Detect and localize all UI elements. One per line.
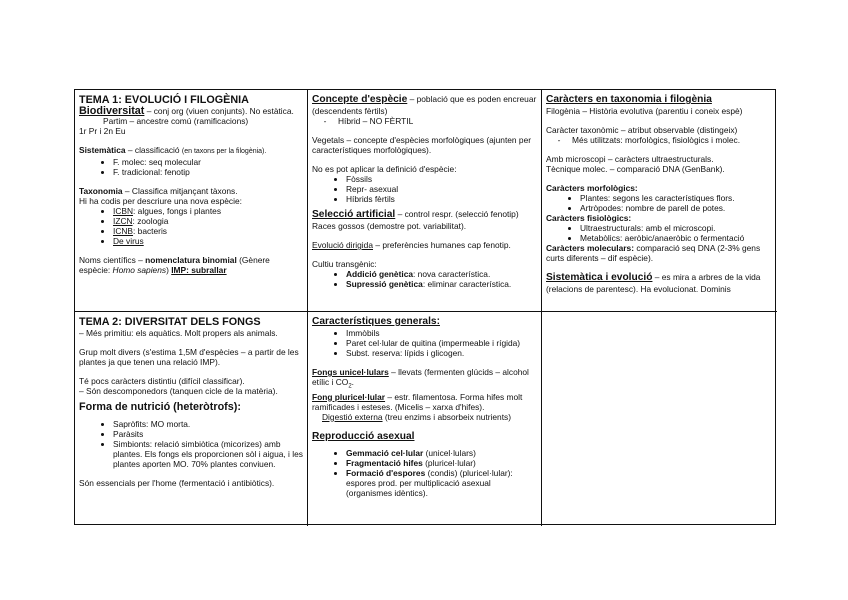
moleculars-def: comparació seq DNA (2-3% gens curts diferents – dif espècie). <box>546 243 761 263</box>
cultiu-desc: : eliminar característica. <box>422 279 512 289</box>
seleccio-def: – control respr. (selecció fenotip) <box>397 209 519 219</box>
list-item: • F. tradicional: fenotip <box>113 167 303 177</box>
list-item <box>346 458 537 468</box>
essencials-line: Són essencials per l'home (fermentació i antibiòtics). <box>79 478 275 488</box>
digestio-def: (treu enzims i absorbeix nutrients) <box>384 411 511 422</box>
biodiversitat-term: Biodiversitat <box>79 105 145 117</box>
cell-tema2 <box>75 312 308 526</box>
code-name: IZCN <box>113 216 133 226</box>
morfologics-title: Caràcters morfològics: <box>546 183 638 193</box>
caracteristiques-title: Característiques generals: <box>312 316 440 327</box>
list-item: • Sapròfits: MO morta. <box>113 419 303 429</box>
sistematica-note: (en taxons per la filogènia). <box>181 148 267 155</box>
forma-nutricio-title: Forma de nutrició (heteròtrofs): <box>79 401 241 413</box>
cell-tema1 <box>75 90 308 312</box>
cell-concepte-especie <box>308 90 542 312</box>
moleculars-title: Caràcters moleculars: <box>546 243 634 253</box>
evolucio-title: Evolució dirigida <box>312 240 373 250</box>
cultiu-label: Supressió genètica <box>346 279 423 289</box>
fisiologics-title: Caràcters fisiològics: <box>546 213 632 223</box>
noms-italic: Homo sapiens <box>112 265 167 275</box>
hibrid-text: Híbrid – NO FÈRTIL <box>338 116 414 126</box>
list-item <box>346 279 537 289</box>
cultiu-desc: : nova característica. <box>413 269 491 279</box>
noms-b: nomenclatura binomial <box>145 255 237 265</box>
vegetals-line: Vegetals – concepte d'espècies morfològiques (ajunten per característiques morfològiques). <box>312 135 532 155</box>
taxonomia-line <box>79 186 303 196</box>
grup-line: Grup molt divers (s'estima 1,5M d'espècies – a partir de les plantes ja que tenen una relació IMP). <box>79 347 299 367</box>
noms-a: Noms científics – <box>79 255 143 265</box>
nopot-line: No es pot aplicar la definició d'espècie: <box>312 164 457 174</box>
noms-d: ) <box>166 265 169 275</box>
taxonomia-def: – Classifica mitjançant tàxons. <box>124 186 238 196</box>
tema1-title: TEMA 1: EVOLUCIÓ I FILOGÈNIA <box>79 94 249 106</box>
list-item <box>346 448 537 458</box>
list-item: • Simbionts: relació simbiòtica (micorizes) amb plantes. Els fongs els proporcionen sòl i aigua, i les plantes aporten MO. 70% plantes conviuen. <box>113 439 303 469</box>
reproduccio-title: Reproducció asexual <box>312 430 415 442</box>
filogenia-line: Filogènia – Història evolutiva (parentiu i coneix espè) <box>546 106 743 116</box>
sistematica-evolucio-def: – es mira a arbres de la vida (relacions de parentesc). Ha evolucionat. Dominis <box>546 272 761 294</box>
digestio-title: Digestió externa <box>322 411 383 422</box>
pluricellular-def: – estr. filamentosa. Forma hifes molt ramificades i esteses. (Micelis – xarxa d'hifes). <box>312 391 523 412</box>
pluricellular-title: Fong pluricel·lular <box>312 391 386 402</box>
primitiu-line: – Més primitiu: els aquàtics. Molt propers als animals. <box>79 328 278 338</box>
reproduccio-label: Gemmació cel·lular <box>346 447 424 458</box>
eu-line: 1r Pr i 2n Eu <box>79 126 126 136</box>
sistematica-term: Sistemàtica <box>79 145 126 155</box>
list-item: • Paret cel·lular de quitina (impermeable i rígida) <box>346 338 537 348</box>
codes-list <box>79 206 303 246</box>
biodiversitat-def: – conj org (viuen conjunts). No estàtica. <box>146 106 294 116</box>
concepte-title: Concepte d'espècie <box>312 94 408 105</box>
tema2-title: TEMA 2: DIVERSITAT DELS FONGS <box>79 316 261 328</box>
codis-line: Hi ha codis per descriure una nova espècie: <box>79 196 242 206</box>
unicellulars-title: Fongs unicel·lulars <box>312 367 389 377</box>
noms-line <box>79 255 303 275</box>
sistematica-evolucio-line <box>546 272 773 294</box>
notes-table <box>74 89 776 525</box>
cultiu-list <box>312 269 537 289</box>
caracters-title: Caràcters en taxonomia i filogènia <box>546 94 712 105</box>
pocs-line: Té pocs caràcters distintiu (difícil classificar). <box>79 376 245 386</box>
code-name: De virus <box>113 236 144 246</box>
seleccio-title: Selecció artificial <box>312 209 396 220</box>
caracteristiques-list <box>312 328 537 358</box>
reproduccio-desc: (pluricel·lular) <box>425 457 476 468</box>
descomp-line: – Són descomponedors (tanquen cicle de la matèria). <box>79 386 278 396</box>
list-item <box>346 468 537 498</box>
list-item: • Immòbils <box>346 328 537 338</box>
unicellulars-def: – llevats (fermenten glúcids – alcohol etílic i CO <box>312 367 529 387</box>
reproduccio-desc: (unicel·lulars) <box>425 447 476 458</box>
digestio-line <box>312 412 537 422</box>
code-desc: : zoologia <box>132 216 169 226</box>
evolucio-def: – preferències humanes cap fenotip. <box>375 240 511 250</box>
reproduccio-label: Fragmentació hifes <box>346 457 423 468</box>
mes-utilitzats-text: Més utilitzats: morfològics, fisiològics i molec. <box>572 135 741 145</box>
code-name: ICBN <box>113 206 134 216</box>
co2-subscript: 2 <box>348 383 352 390</box>
caracter-taxonomic-line: Caràcter taxonòmic – atribut observable (distingeix) <box>546 125 738 135</box>
code-name: ICNB <box>113 226 134 236</box>
reproduccio-desc: (condis) (pluricel·lular): espores prod. per multiplicació asexual (organismes idèntics). <box>346 467 513 498</box>
list-item: • Repr- asexual <box>346 184 537 194</box>
list-item: • Metabòlics: aeròbic/anaeròbic o fermentació <box>580 233 773 243</box>
morfologics-list <box>546 193 773 213</box>
code-desc: : algues, fongs i plantes <box>133 206 222 216</box>
list-item: • Paràsits <box>113 429 303 439</box>
evolucio-line <box>312 240 537 250</box>
cell-caracters <box>542 90 777 312</box>
taxonomia-term: Taxonomia <box>79 186 123 196</box>
biodiversitat-line <box>79 106 303 116</box>
list-item <box>113 236 303 246</box>
fisiologics-list <box>546 223 773 243</box>
list-item: • Híbrids fèrtils <box>346 194 537 204</box>
list-item: • Subst. reserva: lípids i glicogen. <box>346 348 537 358</box>
noms-imp: IMP: subrallar <box>171 265 227 275</box>
list-item: • Artròpodes: nombre de parell de potes. <box>580 203 773 213</box>
moleculars-line <box>546 243 773 263</box>
reproduccio-list <box>312 448 537 498</box>
microscopi-line: Amb microscopi – caràcters ultraestructurals. <box>546 154 714 164</box>
list-item <box>113 226 303 236</box>
code-desc: : bacteris <box>133 226 167 236</box>
nopot-list <box>312 174 537 204</box>
list-item <box>346 269 537 279</box>
cell-caracteristiques <box>308 312 542 526</box>
sistematica-list <box>79 157 303 177</box>
pluricellular-line <box>312 392 537 412</box>
partim-line: Partim – ancestre comú (ramificacions) <box>103 116 249 126</box>
races-line: Races gossos (demostre pot. variabilitat). <box>312 221 467 231</box>
tecnique-line: Tècnique molec. – comparació DNA (GenBank). <box>546 164 725 174</box>
noms-c: (Gènere espècie: <box>79 255 270 275</box>
cultiu-label: Addició genètica <box>346 269 414 279</box>
hibrid-line: - Híbrid – NO FÈRTIL <box>323 116 414 126</box>
list-item <box>113 216 303 226</box>
forma-nutricio-list <box>79 419 303 469</box>
unicellulars-line <box>312 367 537 392</box>
list-item: • F. molec: seq molecular <box>113 157 303 167</box>
unicellulars-end: . <box>351 377 354 387</box>
concepte-line <box>312 94 537 116</box>
list-item: • Fòssils <box>346 174 537 184</box>
list-item: • Ultraestructurals: amb el microscopi. <box>580 223 773 233</box>
reproduccio-label: Formació d'espores <box>346 467 426 478</box>
list-item: • Plantes: segons les característiques flors. <box>580 193 773 203</box>
concepte-def: – població que es poden encreuar (descendents fèrtils) <box>312 94 537 116</box>
cell-empty <box>542 312 777 526</box>
seleccio-line <box>312 209 537 221</box>
mes-utilitzats-line: - Més utilitzats: morfològics, fisiològics i molec. <box>557 135 741 145</box>
list-item <box>113 206 303 216</box>
sistematica-def: – classificació <box>127 145 180 155</box>
cultiu-line: Cultiu transgènic: <box>312 259 377 269</box>
sistematica-evolucio-title: Sistemàtica i evolució <box>546 272 653 283</box>
sistematica-line <box>79 145 303 157</box>
